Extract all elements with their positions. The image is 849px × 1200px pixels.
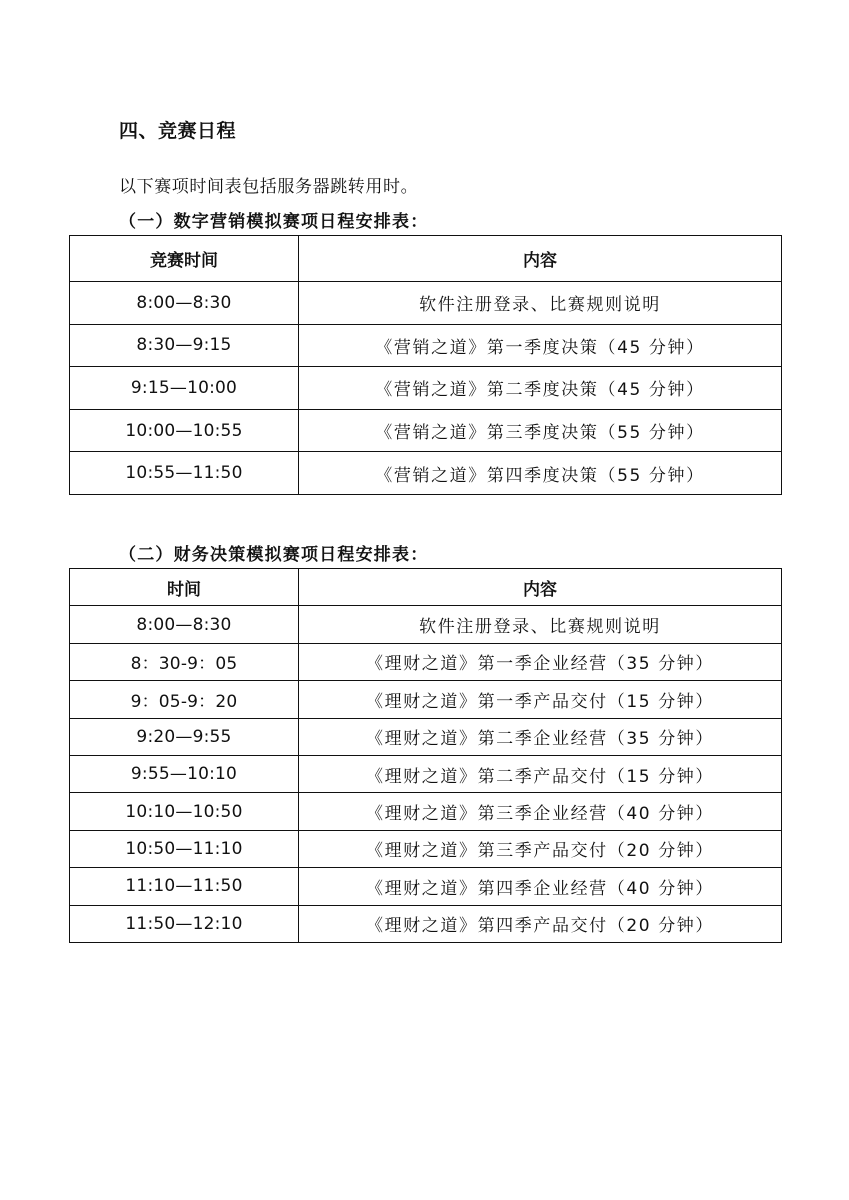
table-row	[70, 282, 782, 325]
time-cell: 9:15—10:00	[70, 367, 299, 410]
time-cell: 11:50—12:10	[70, 905, 299, 942]
table-row	[70, 606, 782, 643]
table-row	[70, 643, 782, 680]
content-cell: 《营销之道》第四季度决策（55 分钟）	[299, 452, 782, 495]
table-row	[70, 681, 782, 718]
content-cell: 《营销之道》第一季度决策（45 分钟）	[299, 324, 782, 367]
content-cell: 《理财之道》第三季产品交付（20 分钟）	[299, 830, 782, 867]
content-cell: 《理财之道》第二季产品交付（15 分钟）	[299, 755, 782, 792]
content-cell: 《营销之道》第二季度决策（45 分钟）	[299, 367, 782, 410]
marketing-schedule-table	[69, 235, 782, 495]
time-cell: 8：30-9：05	[70, 643, 299, 680]
table-row	[70, 755, 782, 792]
table-header-row	[70, 569, 782, 606]
time-cell: 10:00—10:55	[70, 409, 299, 452]
column-header-content: 内容	[299, 236, 782, 282]
column-header-content: 内容	[299, 569, 782, 606]
time-cell: 9:55—10:10	[70, 755, 299, 792]
finance-schedule-table	[69, 568, 782, 943]
time-cell: 8:30—9:15	[70, 324, 299, 367]
content-cell: 《理财之道》第二季企业经营（35 分钟）	[299, 718, 782, 755]
intro-text: 以下赛项时间表包括服务器跳转用时。	[119, 177, 419, 197]
table-row	[70, 830, 782, 867]
content-cell: 《理财之道》第一季产品交付（15 分钟）	[299, 681, 782, 718]
table-row	[70, 324, 782, 367]
time-cell: 9：05-9：20	[70, 681, 299, 718]
table-row	[70, 793, 782, 830]
column-header-time: 时间	[70, 569, 299, 606]
table-header-row	[70, 236, 782, 282]
time-cell: 10:55—11:50	[70, 452, 299, 495]
table-row	[70, 905, 782, 942]
content-cell: 软件注册登录、比赛规则说明	[299, 282, 782, 325]
content-cell: 《理财之道》第四季产品交付（20 分钟）	[299, 905, 782, 942]
table-row	[70, 409, 782, 452]
time-cell: 10:50—11:10	[70, 830, 299, 867]
section-title: 四、竞赛日程	[119, 120, 237, 142]
content-cell: 《营销之道》第三季度决策（55 分钟）	[299, 409, 782, 452]
table-row	[70, 718, 782, 755]
table-row	[70, 452, 782, 495]
table1-caption: （一）数字营销模拟赛项日程安排表：	[119, 212, 429, 232]
time-cell: 8:00—8:30	[70, 282, 299, 325]
column-header-time: 竞赛时间	[70, 236, 299, 282]
time-cell: 11:10—11:50	[70, 868, 299, 905]
table-row	[70, 868, 782, 905]
time-cell: 9:20—9:55	[70, 718, 299, 755]
time-cell: 8:00—8:30	[70, 606, 299, 643]
table2-caption: （二）财务决策模拟赛项日程安排表：	[119, 545, 429, 565]
content-cell: 《理财之道》第一季企业经营（35 分钟）	[299, 643, 782, 680]
content-cell: 《理财之道》第三季企业经营（40 分钟）	[299, 793, 782, 830]
time-cell: 10:10—10:50	[70, 793, 299, 830]
content-cell: 软件注册登录、比赛规则说明	[299, 606, 782, 643]
content-cell: 《理财之道》第四季企业经营（40 分钟）	[299, 868, 782, 905]
table-row	[70, 367, 782, 410]
